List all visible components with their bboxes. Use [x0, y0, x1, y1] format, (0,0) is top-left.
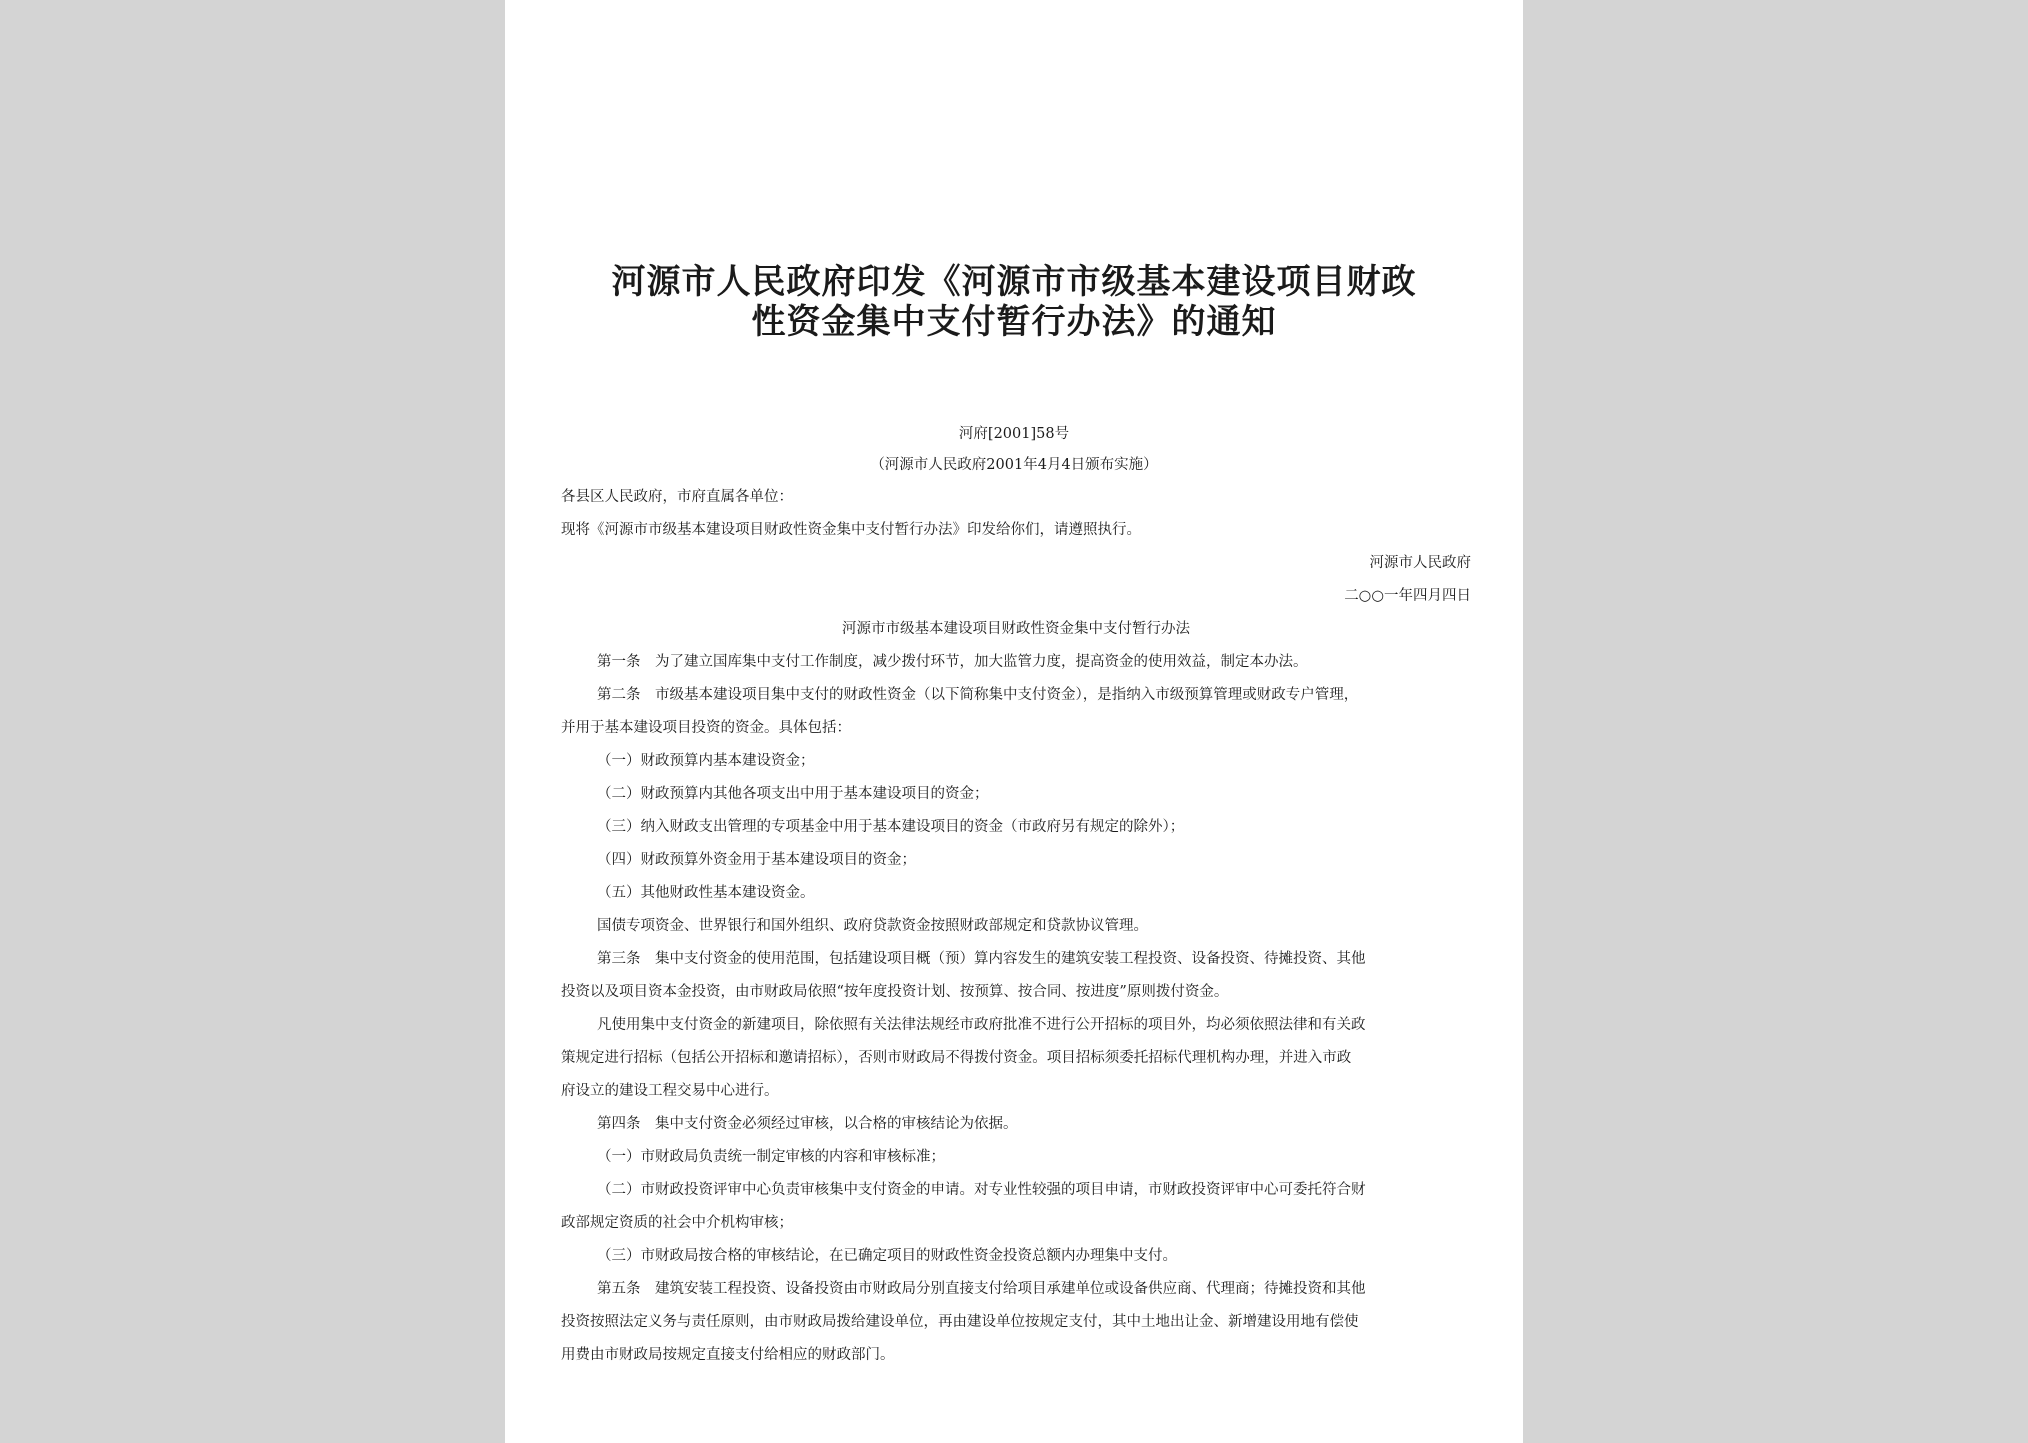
- title-line-2: 性资金集中支付暂行办法》的通知: [751, 302, 1277, 342]
- paragraph-line: （二）财政预算内其他各项支出中用于基本建设项目的资金；: [597, 786, 989, 802]
- paragraph-line: 政部规定资质的社会中介机构审核；: [561, 1215, 793, 1231]
- paragraph-line: 第一条 为了建立国库集中支付工作制度，减少拨付环节，加大监管力度，提高资金的使用效益，制定本办法。: [597, 654, 1308, 670]
- issuer: 河源市人民政府: [1369, 555, 1471, 571]
- paragraph-line: （一）市财政局负责统一制定审核的内容和审核标准；: [597, 1149, 945, 1165]
- paragraph-line: 府设立的建设工程交易中心进行。: [561, 1083, 779, 1099]
- document-page: [505, 0, 1523, 1443]
- paragraph-line: 投资以及项目资本金投资，由市财政局依照“按年度投资计划、按预算、按合同、按进度”原则拨付资金。: [561, 984, 1229, 1000]
- paragraph-line: 国债专项资金、世界银行和国外组织、政府贷款资金按照财政部规定和贷款协议管理。: [597, 918, 1148, 934]
- paragraph-line: 投资按照法定义务与责任原则，由市财政局拨给建设单位，再由建设单位按规定支付，其中土地出让金、新增建设用地有偿使: [561, 1314, 1359, 1330]
- regulation-title: 河源市市级基本建设项目财政性资金集中支付暂行办法: [842, 621, 1190, 637]
- paragraph-line: 凡使用集中支付资金的新建项目，除依照有关法律法规经市政府批准不进行公开招标的项目外，均必须依照法律和有关政: [597, 1017, 1366, 1033]
- promulgation-note: （河源市人民政府2001年4月4日颁布实施）: [870, 457, 1158, 473]
- body-intro: 现将《河源市市级基本建设项目财政性资金集中支付暂行办法》印发给你们，请遵照执行。: [561, 522, 1141, 538]
- paragraph-line: 第三条 集中支付资金的使用范围，包括建设项目概（预）算内容发生的建筑安装工程投资、设备投资、待摊投资、其他: [597, 951, 1366, 967]
- title-line-1: 河源市人民政府印发《河源市市级基本建设项目财政: [611, 262, 1417, 302]
- paragraph-line: 第五条 建筑安装工程投资、设备投资由市财政局分别直接支付给项目承建单位或设备供应商、代理商；待摊投资和其他: [597, 1281, 1366, 1297]
- paragraph-line: （一）财政预算内基本建设资金；: [597, 753, 815, 769]
- paragraph-line: （四）财政预算外资金用于基本建设项目的资金；: [597, 852, 916, 868]
- paragraph-line: 用费由市财政局按规定直接支付给相应的财政部门。: [561, 1347, 895, 1363]
- paragraph-line: （三）纳入财政支出管理的专项基金中用于基本建设项目的资金（市政府另有规定的除外）；: [597, 819, 1185, 835]
- issue-date: 二○○一年四月四日: [1344, 588, 1471, 604]
- paragraph-line: 第二条 市级基本建设项目集中支付的财政性资金（以下简称集中支付资金），是指纳入市级预算管理或财政专户管理，: [597, 687, 1359, 703]
- document-title: [505, 262, 1523, 342]
- paragraph-line: （五）其他财政性基本建设资金。: [597, 885, 815, 901]
- paragraph-line: 策规定进行招标（包括公开招标和邀请招标），否则市财政局不得拨付资金。项目招标须委托招标代理机构办理，并进入市政: [561, 1050, 1352, 1066]
- document-number: 河府[2001]58号: [958, 426, 1070, 442]
- paragraph-line: 第四条 集中支付资金必须经过审核，以合格的审核结论为依据。: [597, 1116, 1018, 1132]
- addressee: 各县区人民政府，市府直属各单位：: [561, 489, 793, 505]
- paragraph-line: 并用于基本建设项目投资的资金。具体包括：: [561, 720, 851, 736]
- paragraph-line: （三）市财政局按合格的审核结论，在已确定项目的财政性资金投资总额内办理集中支付。: [597, 1248, 1177, 1264]
- paragraph-line: （二）市财政投资评审中心负责审核集中支付资金的申请。对专业性较强的项目申请，市财政投资评审中心可委托符合财: [597, 1182, 1366, 1198]
